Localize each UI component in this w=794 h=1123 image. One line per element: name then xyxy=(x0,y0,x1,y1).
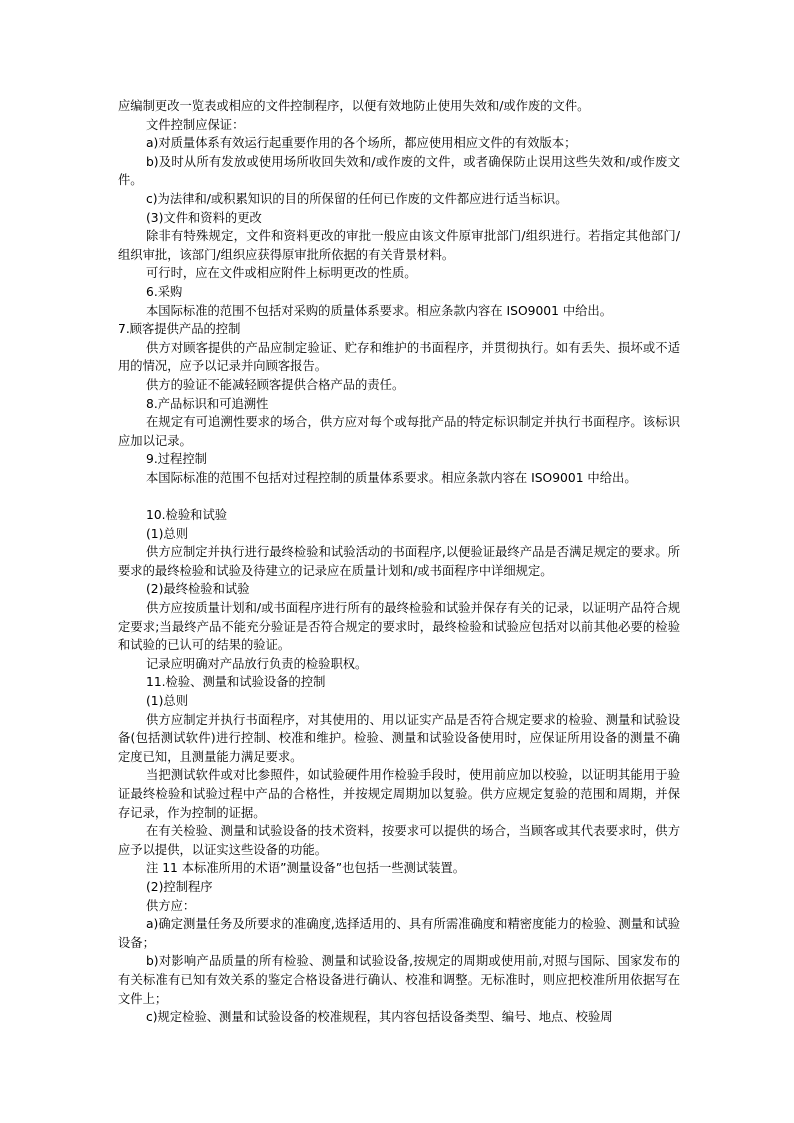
paragraph: b)对影响产品质量的所有检验、测量和试验设备,按规定的周期或使用前,对照与国际、国家发布的有关标准有已知有效关系的鉴定合格设备进行确认、校准和调整。无标准时，则应把校准所用依据写在文件上； xyxy=(118,954,680,1006)
paragraph: 文件控制应保证： xyxy=(146,117,245,132)
paragraph: 应编制更改一览表或相应的文件控制程序，以便有效地防止使用失效和/或作废的文件。 xyxy=(118,99,590,113)
paragraph: 10.检验和试验 xyxy=(146,508,228,523)
paragraph: 可行时，应在文件或相应附件上标明更改的性质。 xyxy=(146,266,417,281)
paragraph: 在有关检验、测量和试验设备的技术资料，按要求可以提供的场合，当顾客或其代表要求时，供方应予以提供，以证实这些设备的功能。 xyxy=(118,824,680,857)
paragraph: 本国际标准的范围不包括对采购的质量体系要求。相应条款内容在 ISO9001 中给出。 xyxy=(146,303,613,318)
paragraph: 11.检验、测量和试验设备的控制 xyxy=(146,675,326,690)
paragraph: a)确定测量任务及所要求的准确度,选择适用的、具有所需准确度和精密度能力的检验、测量和试验设备； xyxy=(118,917,680,950)
paragraph: 供方应按质量计划和/或书面程序进行所有的最终检验和试验并保存有关的记录，以证明产品符合规定要求;当最终产品不能充分验证是否符合规定的要求时，最终检验和试验应包括对以前其他必要的检验和试验的已认可的结果的验证。 xyxy=(118,601,680,653)
paragraph: b)及时从所有发放或使用场所收回失效和/或作废的文件，或者确保防止误用这些失效和/或作废文件。 xyxy=(118,154,680,188)
paragraph: 本国际标准的范围不包括对过程控制的质量体系要求。相应条款内容在 ISO9001 中给出。 xyxy=(146,470,637,485)
paragraph: 在规定有可追溯性要求的场合，供方应对每个或每批产品的特定标识制定并执行书面程序。该标识应加以记录。 xyxy=(118,415,680,448)
paragraph: 供方对顾客提供的产品应制定验证、贮存和维护的书面程序，并贯彻执行。如有丢失、损坏或不适用的情况，应予以记录并向顾客报告。 xyxy=(118,340,680,374)
paragraph: 供方应： xyxy=(146,898,196,913)
paragraph: 注 11 本标准所用的术语”测量设备”也包括一些测试装置。 xyxy=(146,861,466,876)
paragraph: c)规定检验、测量和试验设备的校准规程，其内容包括设备类型、编号、地点、校验周 xyxy=(146,1010,613,1025)
paragraph: (3)文件和资料的更改 xyxy=(146,210,262,225)
paragraph: (2)最终检验和试验 xyxy=(146,582,250,597)
paragraph: 6.采购 xyxy=(146,284,183,299)
paragraph: 9.过程控制 xyxy=(146,452,207,467)
paragraph: 当把测试软件或对比参照件，如试验硬件用作检验手段时，使用前应加以校验，以证明其能用于验证最终检验和试验过程中产品的合格性，并按规定周期加以复验。供方应规定复验的范围和周期，并保存记录，作为控制的证据。 xyxy=(118,768,680,820)
paragraph: 供方应制定并执行进行最终检验和试验活动的书面程序,以便验证最终产品是否满足规定的要求。所要求的最终检验和试验及待建立的记录应在质量计划和/或书面程序中详细规定。 xyxy=(118,545,680,578)
paragraph: (1)总则 xyxy=(146,526,189,541)
paragraph: a)对质量体系有效运行起重要作用的各个场所，都应使用相应文件的有效版本； xyxy=(146,136,577,151)
paragraph: 7.顾客提供产品的控制 xyxy=(118,322,241,337)
paragraph: (2)控制程序 xyxy=(146,879,213,894)
paragraph: 供方的验证不能减轻顾客提供合格产品的责任。 xyxy=(146,377,405,392)
paragraph: c)为法律和/或积累知识的目的所保留的任何已作废的文件都应进行适当标识。 xyxy=(146,191,568,206)
document-body xyxy=(118,97,680,1027)
blank-line xyxy=(118,487,680,506)
paragraph: 8.产品标识和可追溯性 xyxy=(146,396,269,411)
paragraph: 供方应制定并执行书面程序，对其使用的、用以证实产品是否符合规定要求的检验、测量和试验设备(包括测试软件)进行控制、校准和维护。检验、测量和试验设备使用时，应保证所用设备的测量不确定度已知，且测量能力满足要求。 xyxy=(118,712,680,764)
paragraph: (1)总则 xyxy=(146,694,189,708)
paragraph: 除非有特殊规定，文件和资料更改的审批一般应由该文件原审批部门/组织进行。若指定其他部门/组织审批，该部门/组织应获得原审批所依据的有关背景材料。 xyxy=(118,229,680,262)
paragraph: 记录应明确对产品放行负责的检验职权。 xyxy=(146,656,368,671)
